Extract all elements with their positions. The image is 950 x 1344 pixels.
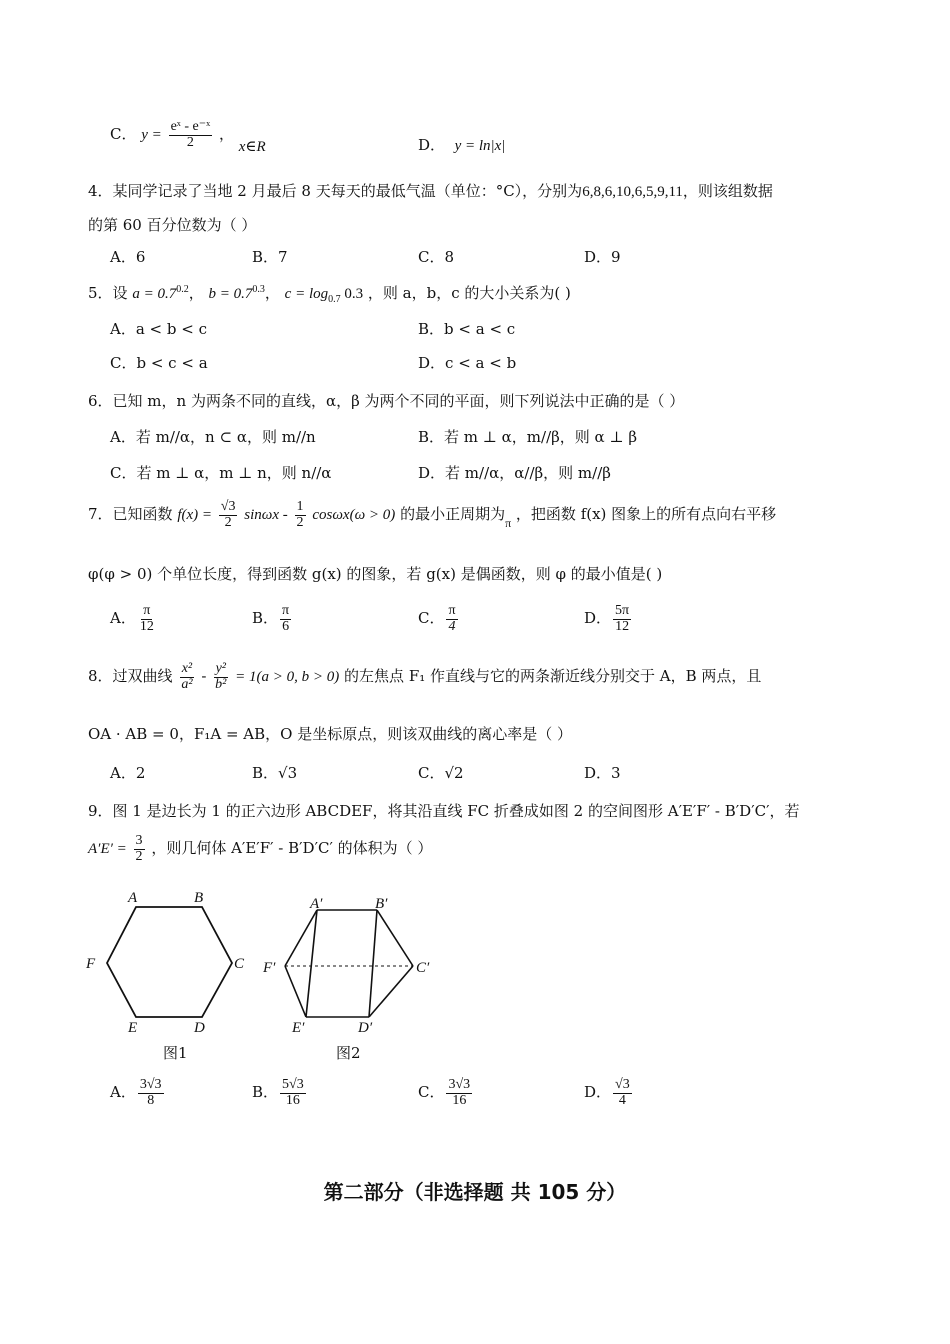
q3-option-c: C． y = $\frac{\text{eˣ - e⁻ˣ}}{2}$ ， x∈R — [110, 119, 266, 156]
q8-option-b: B．√3 — [252, 764, 298, 782]
q7-option-a: A． $\frac{\pi}{12}$ — [110, 603, 154, 634]
q9-stem-line1: 9．图 1 是边长为 1 的正六边形 ABCDEF，将其沿直线 FC 折叠成如图 2 的空间图形 A′E′F′ - B′D′C′，若 — [88, 802, 800, 820]
q9-option-b: B． $\frac{5√3}{16}$ — [252, 1077, 304, 1108]
q9-option-c: C． $\frac{3√3}{16}$ — [418, 1077, 471, 1108]
section-2-heading: 第二部分（非选择题 共 105 分） — [323, 1180, 627, 1204]
figure-1-hexagon — [80, 880, 260, 1070]
q8-option-c: C．√2 — [418, 764, 464, 782]
q8-option-a: A．2 — [110, 764, 146, 782]
q6-option-c: C．若 m ⊥ α，m ⊥ n，则 n//α — [110, 464, 332, 482]
q9-option-a: A． $\frac{3√3}{8}$ — [110, 1077, 162, 1108]
figure-1-caption: 图1 — [163, 1044, 188, 1062]
solid-label-c: C′ — [416, 960, 430, 976]
q8-stem-line1: 8．过双曲线 $\frac{\text{x²}}{\text{a²}}$ - $\frac{\text{y²}}{\text{b²}}$ = 1(a > 0, b > 0) 的左焦点 F₁ 作直线与它的两条渐近线分别交于 A，B 两点，且 — [88, 661, 762, 692]
figure-2-solid — [260, 880, 450, 1070]
q3-option-d: D． y = ln|x| — [418, 136, 506, 154]
solid-label-a: A′ — [310, 896, 323, 912]
q4-stem-line1: 4．某同学记录了当地 2 月最后 8 天每天的最低气温（单位：°C），分别为6,8,6,10,6,5,9,11，则该组数据 — [88, 182, 773, 200]
solid-label-e: E′ — [292, 1020, 305, 1036]
q5-option-d: D．c < a < b — [418, 354, 517, 372]
hex-label-a: A — [128, 890, 138, 906]
q8-option-d: D．3 — [584, 764, 621, 782]
q4-option-a: A．6 — [110, 248, 146, 266]
q6-stem: 6．已知 m，n 为两条不同的直线，α，β 为两个不同的平面，则下列说法中正确的是（ ） — [88, 392, 685, 410]
hexagon-shape — [107, 907, 232, 1017]
solid-label-b: B′ — [375, 896, 388, 912]
q8-stem-line2: OA · AB = 0，F₁A = AB，O 是坐标原点，则该双曲线的离心率是（ ） — [88, 725, 572, 743]
figure-2-caption: 图2 — [336, 1044, 361, 1062]
q6-option-b: B．若 m ⊥ α，m//β，则 α ⊥ β — [418, 428, 638, 446]
hex-label-d: D — [194, 1020, 205, 1036]
q4-option-b: B．7 — [252, 248, 288, 266]
hex-label-e: E — [128, 1020, 138, 1036]
solid-label-f: F′ — [263, 960, 276, 976]
q4-option-d: D．9 — [584, 248, 621, 266]
q6-option-a: A．若 m//α，n ⊂ α，则 m//n — [110, 428, 316, 446]
solid-label-d: D′ — [358, 1020, 373, 1036]
hex-label-c: C — [234, 956, 245, 972]
q6-option-d: D．若 m//α，α//β，则 m//β — [418, 464, 611, 482]
q4-stem-line2: 的第 60 百分位数为（ ） — [88, 216, 257, 234]
q4-option-c: C．8 — [418, 248, 455, 266]
hex-label-b: B — [194, 890, 204, 906]
q5-option-c: C．b < c < a — [110, 354, 208, 372]
q9-stem-line2: A′E′ = $\frac{3}{2}$ ，则几何体 A′E′F′ - B′D′C′ 的体积为（ ） — [88, 833, 433, 864]
q7-option-c: C． $\frac{\pi}{4}$ — [418, 603, 456, 634]
q7-option-d: D． $\frac{5\pi}{12}$ — [584, 603, 630, 634]
q7-stem-line1: 7．已知函数 f(x) = $\frac{√3}{2}$ sinωx - $\frac{1}{2}$ cosωx(ω > 0) 的最小正周期为$_\pi$ ，把函数 f(x) 图象上的所有点向右平移 — [88, 499, 777, 531]
q7-option-b: B． $\frac{\pi}{6}$ — [252, 603, 290, 634]
q5-option-a: A．a < b < c — [110, 320, 207, 338]
q7-stem-line2: φ(φ > 0) 个单位长度，得到函数 g(x) 的图象，若 g(x) 是偶函数，则 φ 的最小值是( ) — [88, 565, 663, 583]
q5-stem: 5．设 $a = 0.7^{0.2}$， $b = 0.7^{0.3}$， $c = \log_{0.7} 0.3$ ，则 a，b，c 的大小关系为( ) — [88, 284, 571, 305]
q5-option-b: B．b < a < c — [418, 320, 516, 338]
hex-label-f: F — [86, 956, 96, 972]
q9-option-d: D． $\frac{√3}{4}$ — [584, 1077, 630, 1108]
